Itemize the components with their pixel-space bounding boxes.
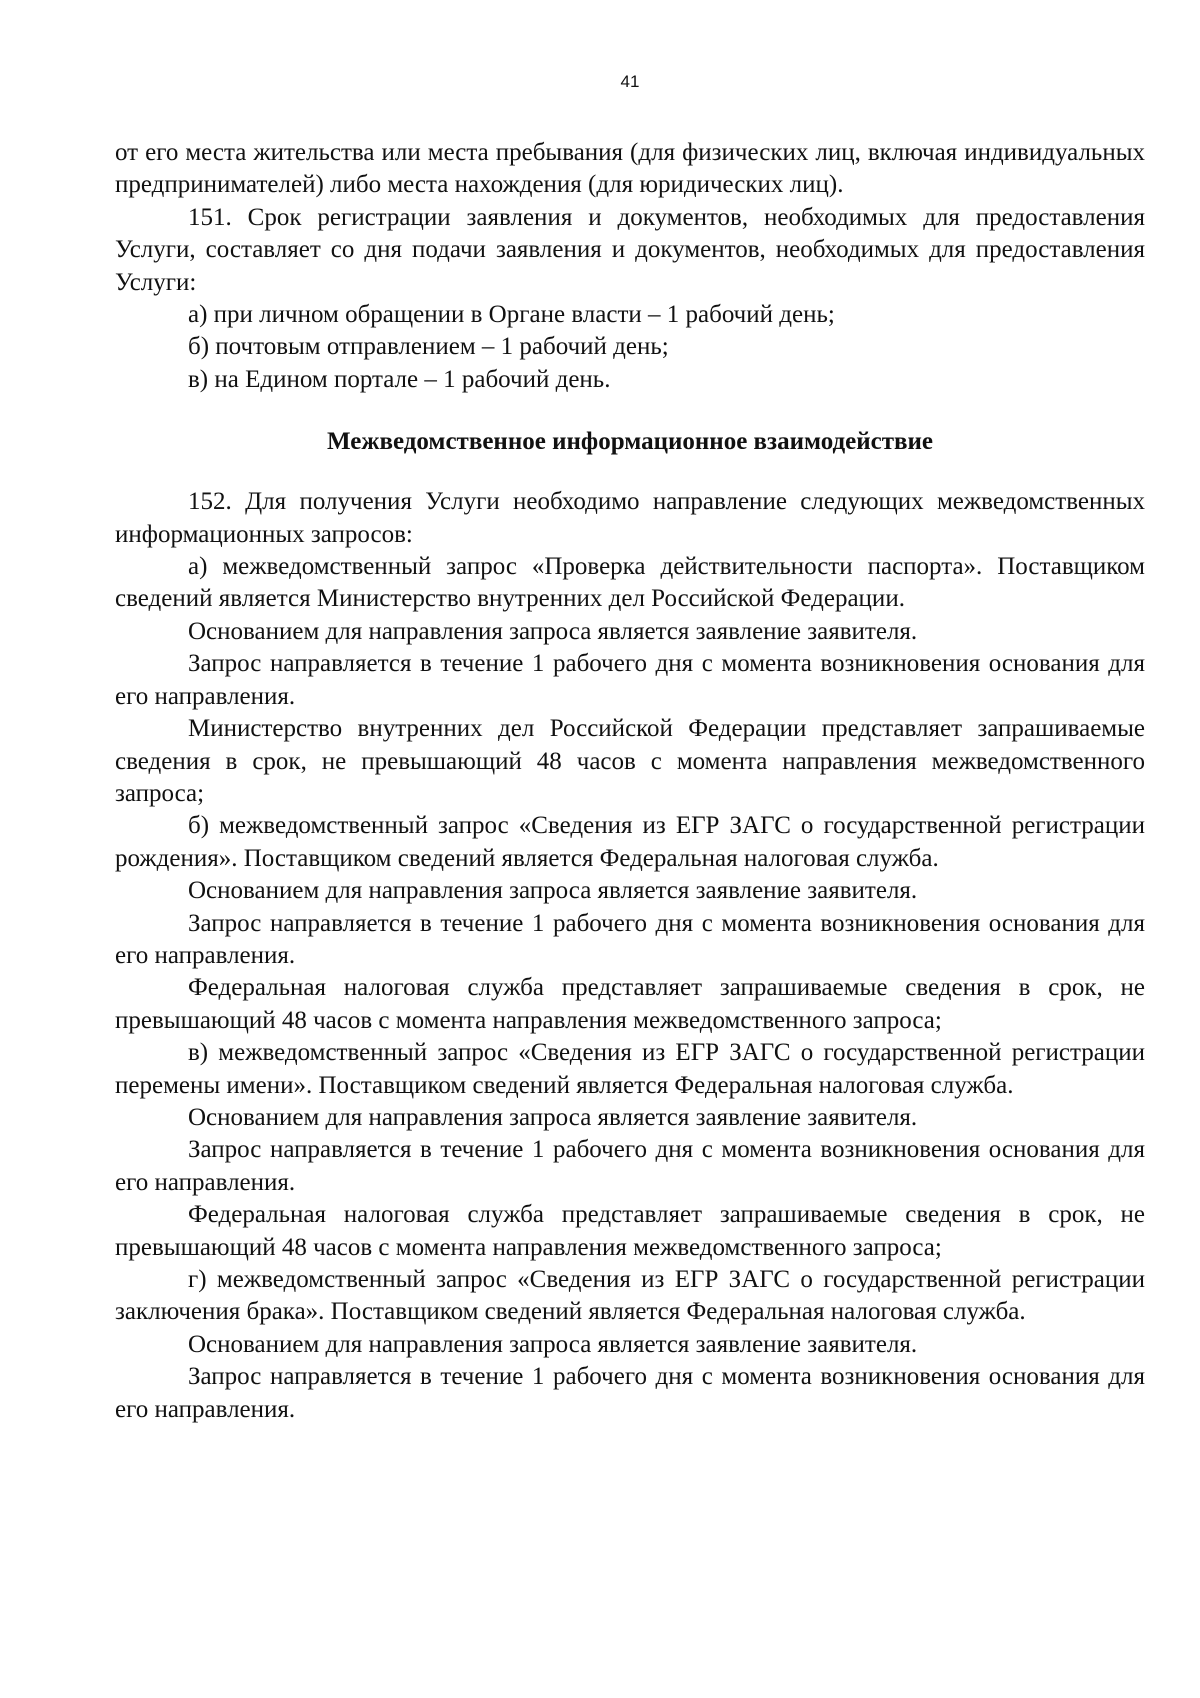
paragraph-basis-c: Основанием для направления запроса является заявление заявителя. [188, 1103, 918, 1131]
list-item-152-c: в) межведомственный запрос «Сведения из ЕГР ЗАГС о государственной регистрации перемены имени». Поставщиком сведений является Федеральная налоговая служба. [115, 1039, 1145, 1099]
page-number: 41 [620, 72, 640, 91]
paragraph-timing-b: Запрос направляется в течение 1 рабочего дня с момента возникновения основания для его направления. [115, 909, 1145, 969]
paragraph-151: 151. Срок регистрации заявления и документов, необходимых для предоставления Услуги, составляет со дня подачи заявления и документов, необходимых для предоставления Услуги: [115, 203, 1145, 296]
paragraph-response-c: Федеральная налоговая служба представляет запрашиваемые сведения в срок, не превышающий 48 часов с момента направления межведомственного запроса; [115, 1201, 1145, 1261]
paragraph-response-b: Федеральная налоговая служба представляет запрашиваемые сведения в срок, не превышающий 48 часов с момента направления межведомственного запроса; [115, 974, 1145, 1034]
section-heading: Межведомственное информационное взаимодействие [327, 428, 933, 456]
paragraph-timing-a: Запрос направляется в течение 1 рабочего дня с момента возникновения основания для его направления. [115, 650, 1145, 710]
list-item-152-a: а) межведомственный запрос «Проверка действительности паспорта». Поставщиком сведений является Министерство внутренних дел Российской Федерации. [115, 553, 1145, 613]
paragraph-continuation: от его места жительства или места пребывания (для физических лиц, включая индивидуальных предпринимателей) либо места нахождения (для юридических лиц). [115, 139, 1145, 199]
list-item-152-b: б) межведомственный запрос «Сведения из ЕГР ЗАГС о государственной регистрации рождения». Поставщиком сведений является Федеральная налоговая служба. [115, 812, 1145, 872]
paragraph-timing-c: Запрос направляется в течение 1 рабочего дня с момента возникновения основания для его направления. [115, 1136, 1145, 1196]
paragraph-basis-b: Основанием для направления запроса является заявление заявителя. [188, 877, 918, 905]
paragraph-basis-a: Основанием для направления запроса является заявление заявителя. [188, 617, 918, 645]
list-item-152-d: г) межведомственный запрос «Сведения из ЕГР ЗАГС о государственной регистрации заключения брака». Поставщиком сведений является Федеральная налоговая служба. [115, 1266, 1145, 1326]
paragraph-basis-d: Основанием для направления запроса является заявление заявителя. [188, 1330, 918, 1358]
list-item-151-c: в) на Едином портале – 1 рабочий день. [188, 365, 611, 393]
list-item-151-b: б) почтовым отправлением – 1 рабочий день; [188, 333, 669, 361]
paragraph-timing-d: Запрос направляется в течение 1 рабочего дня с момента возникновения основания для его направления. [115, 1363, 1145, 1423]
paragraph-152: 152. Для получения Услуги необходимо направление следующих межведомственных информационных запросов: [115, 488, 1145, 548]
paragraph-response-a: Министерство внутренних дел Российской Федерации представляет запрашиваемые сведения в срок, не превышающий 48 часов с момента направления межведомственного запроса; [115, 715, 1145, 807]
document-body [115, 137, 1145, 1426]
list-item-151-a: а) при личном обращении в Органе власти – 1 рабочий день; [188, 301, 835, 329]
